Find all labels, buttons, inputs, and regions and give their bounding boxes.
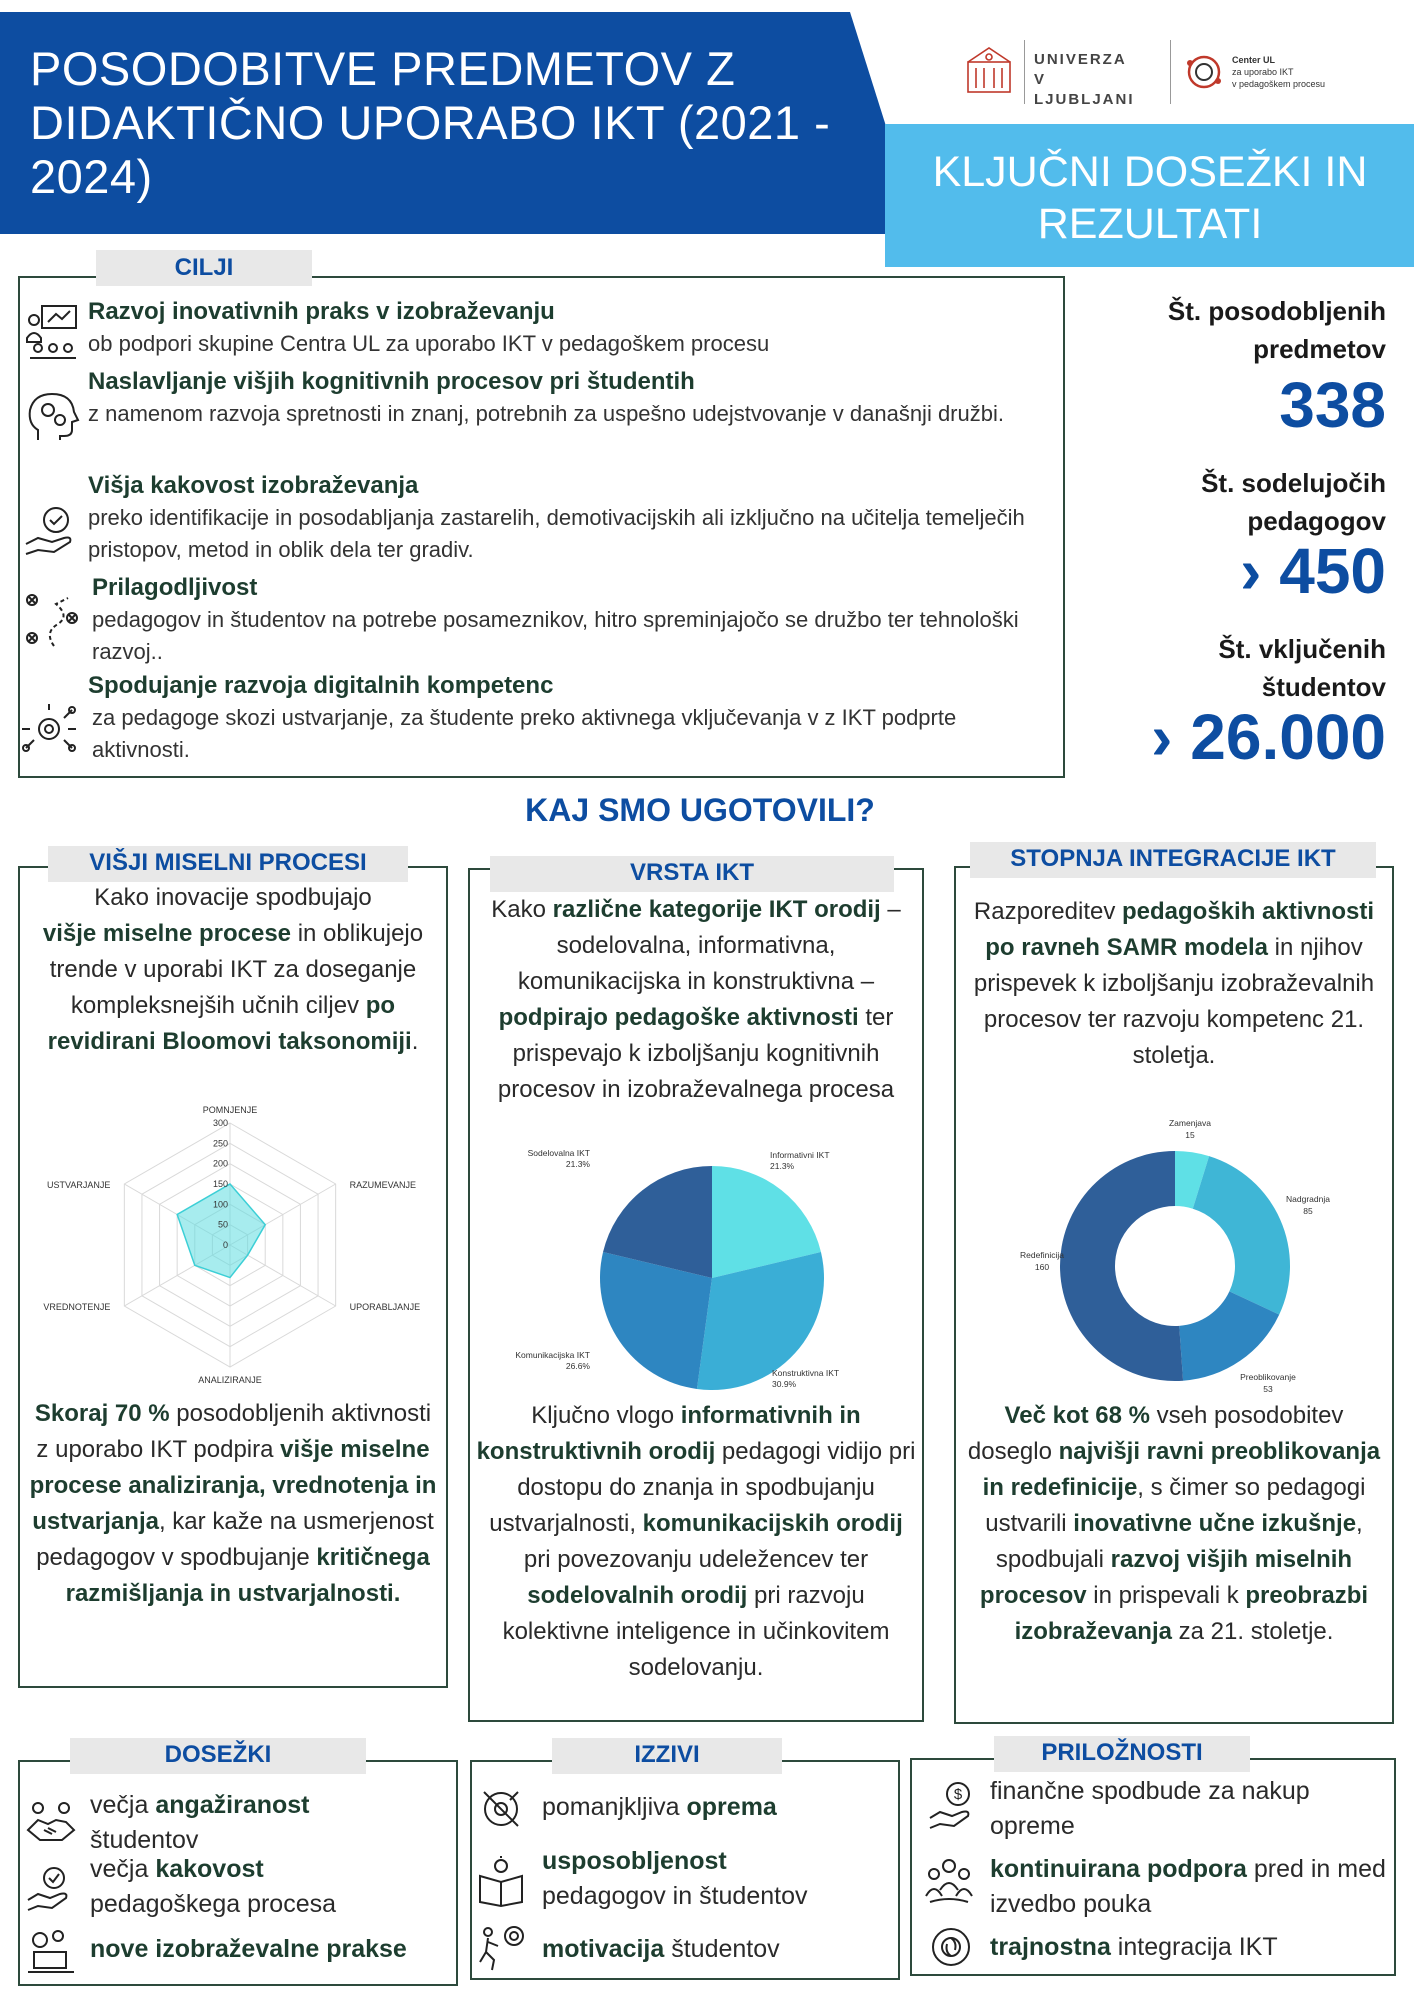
text-run: informativnih in konstruktivnih orodij xyxy=(476,1402,861,1465)
donut-category-label: Nadgradnja xyxy=(1286,1194,1330,1204)
opportunity-item xyxy=(990,1774,1390,1844)
text-run: pedagogi vidijo pri dostopu do znanja in spodbujanju ustvarjalnosti, xyxy=(489,1438,916,1537)
text-run: ter prispevajo k izboljšanju kognitivnih procesov in izobraževalnega procesa xyxy=(497,1004,895,1103)
radar-axis-label: USTVARJANJE xyxy=(47,1180,111,1190)
globe-icon xyxy=(1184,52,1224,92)
bloom-radar-chart xyxy=(40,1104,420,1394)
achievement-item xyxy=(90,1788,450,1858)
goal-title: Razvoj inovativnih praks v izobraževanju xyxy=(88,298,555,325)
text-run: integracija IKT xyxy=(1110,1933,1278,1961)
goal-description: z namenom razvoja spretnosti in znanj, potrebnih za uspešno udejstvovanje v današnji družbi. xyxy=(88,401,1004,426)
text-run: Skoraj 70 % xyxy=(34,1400,170,1427)
panel-outcome xyxy=(960,1398,1388,1650)
book-idea-icon xyxy=(476,1856,526,1906)
text-run: Kako xyxy=(491,896,553,923)
center-name-line2: za uporabo IKT xyxy=(1232,67,1294,77)
donut-category-label: Preoblikovanje xyxy=(1240,1372,1296,1382)
stat-label-line1: Št. vključenih xyxy=(1218,634,1386,664)
text-run: nove izobraževalne prakse xyxy=(90,1935,407,1963)
svg-text:$: $ xyxy=(953,1786,963,1803)
panel-outcome xyxy=(476,1398,916,1686)
chevron-right-icon: › xyxy=(1151,701,1173,773)
donut-segment xyxy=(1193,1156,1290,1314)
achievement-item xyxy=(90,1852,450,1922)
goal-item xyxy=(88,470,1048,566)
text-run: Razporeditev xyxy=(973,898,1122,925)
challenge-item xyxy=(542,1932,892,1967)
university-name-line1: UNIVERZA xyxy=(1034,51,1127,68)
radar-tick-label: 150 xyxy=(212,1179,228,1189)
challenges-label: IZZIVI xyxy=(552,1738,782,1774)
text-run: trajnostna xyxy=(990,1933,1111,1961)
ict-type-label: VRSTA IKT xyxy=(490,856,894,892)
radar-axis-label: VREDNOTENJE xyxy=(43,1302,111,1312)
pie-value-label: 21.3% xyxy=(565,1159,590,1169)
goal-title: Prilagodljivost xyxy=(92,574,258,601)
team-support-icon xyxy=(924,1856,974,1906)
pie-category-label: Komunikacijska IKT xyxy=(515,1350,590,1360)
quality-badge-hand-icon xyxy=(24,500,82,558)
stat-number: 338 xyxy=(1279,369,1386,441)
radar-tick-label: 100 xyxy=(212,1199,228,1210)
text-run: , kar kaže na usmerjenost pedagogov v spodbujanje xyxy=(36,1508,434,1571)
text-run: pedagoškega procesa xyxy=(90,1890,337,1918)
center-name-line1: Center UL xyxy=(1232,55,1276,65)
text-run: študentov xyxy=(664,1935,780,1963)
presentation-icon xyxy=(24,302,82,360)
radar-axis-label: ANALIZIRANJE xyxy=(198,1375,262,1385)
text-run: pedagogov in študentov xyxy=(542,1882,808,1910)
goal-title: Naslavljanje višjih kognitivnih procesov pri študentih xyxy=(88,368,695,395)
opportunity-item xyxy=(990,1852,1390,1922)
ict-type-pie-chart xyxy=(515,1146,890,1389)
donut-segment xyxy=(1060,1151,1183,1381)
text-run: usposobljenost xyxy=(542,1847,727,1875)
text-run: višje miselne procese xyxy=(42,920,292,947)
university-crest-icon xyxy=(962,42,1016,96)
text-run: kakovost xyxy=(155,1855,264,1883)
radar-axis-label: POMNJENJE xyxy=(202,1105,258,1115)
text-run: kontinuirana podpora xyxy=(990,1855,1247,1883)
text-run: različne kategorije IKT orodij xyxy=(552,896,881,923)
text-run: podpirajo pedagoške aktivnosti xyxy=(498,1004,859,1031)
radar-tick-label: 250 xyxy=(212,1138,228,1149)
text-run: študentov xyxy=(90,1826,199,1854)
opportunities-label: PRILOŽNOSTI xyxy=(994,1736,1250,1772)
stat-value xyxy=(1240,536,1386,606)
text-run: in njihov prispevek k izboljšanju izobraževalnih procesov ter razvoju kompetenc 21. stoletja. xyxy=(973,934,1375,1069)
stat-label-line2: predmetov xyxy=(1253,334,1386,364)
text-run: pri povezovanju udeležencev ter xyxy=(523,1546,869,1573)
text-run: pred in med izvedbo pouka xyxy=(990,1855,1386,1918)
logo-divider xyxy=(1170,40,1171,104)
text-run: posodobljenih aktivnosti z uporabo IKT podpira xyxy=(36,1400,432,1463)
radar-tick-label: 50 xyxy=(217,1219,228,1230)
stat-number: 26.000 xyxy=(1190,701,1386,773)
goal-title: Višja kakovost izobraževanja xyxy=(88,472,419,499)
tools-gear-icon xyxy=(476,1784,526,1834)
achievements-label: DOSEŽKI xyxy=(70,1738,366,1774)
text-run: Kako inovacije spodbujajo xyxy=(94,884,372,911)
text-run: kritičnega razmišljanja in ustvarjalnosti. xyxy=(65,1544,430,1607)
text-run: razvoj višjih miselnih procesov xyxy=(979,1546,1353,1609)
text-run: večja xyxy=(90,1791,156,1819)
stat-label-line2: študentov xyxy=(1261,672,1386,702)
goal-item xyxy=(88,296,1048,360)
text-run: pedagoških aktivnosti po ravneh SAMR modela xyxy=(985,898,1375,961)
text-run: , s čimer so pedagogi ustvarili xyxy=(985,1474,1366,1537)
panel-intro xyxy=(476,892,916,1108)
text-run: večja xyxy=(90,1855,156,1883)
text-run: inovativne učne izkušnje xyxy=(1073,1510,1357,1537)
text-run: za 21. stoletje. xyxy=(1171,1618,1334,1645)
goal-item xyxy=(88,366,1048,430)
text-run: vseh posodobitev doseglo xyxy=(967,1402,1344,1465)
stat-value xyxy=(1279,370,1386,440)
text-run: in prispevali k xyxy=(1086,1582,1246,1609)
goal-item xyxy=(92,572,1062,668)
radar-axis-label: RAZUMEVANJE xyxy=(349,1180,416,1190)
head-gears-icon xyxy=(24,388,82,446)
stat-value xyxy=(1151,702,1386,772)
goal-item xyxy=(88,670,1048,766)
university-name-line2: V LJUBLJANI xyxy=(1034,71,1135,108)
page-title: POSODOBITVE PREDMETOV Z DIDAKTIČNO UPORABO IKT (2021 - 2024) xyxy=(30,42,831,203)
samr-donut-chart xyxy=(990,1116,1360,1394)
pie-value-label: 21.3% xyxy=(770,1161,795,1171)
donut-category-label: Redefinicija xyxy=(1020,1250,1064,1260)
center-name-line3: v pedagoškem procesu xyxy=(1232,79,1326,89)
text-run: preobrazbi izobraževanja xyxy=(1014,1582,1369,1645)
logo-divider xyxy=(1024,40,1025,104)
text-run: in oblikujejo trende v uporabi IKT za doseganje kompleksnejših učnih ciljev xyxy=(49,920,424,1019)
radar-axis-label: UPORABLJANJE xyxy=(349,1302,421,1312)
pie-value-label: 26.6% xyxy=(565,1361,590,1371)
radar-series-area xyxy=(177,1184,265,1278)
achievement-item xyxy=(90,1932,460,1967)
text-run: po revidirani Bloomovi taksonomiji xyxy=(47,992,412,1055)
goal-title: Spodujanje razvoja digitalnih kompetenc xyxy=(88,672,554,699)
panel-intro xyxy=(964,894,1384,1074)
panel-outcome xyxy=(28,1396,438,1612)
text-run: sodelovalnih orodij xyxy=(527,1582,748,1609)
pie-category-label: Informativni IKT xyxy=(770,1150,830,1160)
text-run: . xyxy=(411,1028,419,1055)
donut-category-label: Zamenjava xyxy=(1168,1118,1212,1128)
text-run: – sodelovalna, informativna, komunikacijska in konstruktivna – xyxy=(517,896,901,995)
key-results-title: KLJUČNI DOSEŽKI IN REZULTATI xyxy=(932,148,1368,248)
pie-value-label: 30.9% xyxy=(772,1379,797,1389)
stat-number: 450 xyxy=(1279,535,1386,607)
handshake-icon xyxy=(26,1800,76,1850)
text-run: oprema xyxy=(686,1793,777,1821)
panel-intro xyxy=(30,880,436,1060)
donut-value-label: 85 xyxy=(1303,1206,1313,1216)
goal-description: pedagogov in študentov na potrebe posameznikov, hitro spreminjajočo se družbo ter tehnološki razvoj.. xyxy=(92,607,1019,664)
center-logo xyxy=(1170,38,1370,108)
pie-category-label: Sodelovalna IKT xyxy=(527,1148,590,1158)
ict-integration-label: STOPNJA INTEGRACIJE IKT xyxy=(970,842,1376,878)
text-run: angažiranost xyxy=(155,1791,310,1819)
text-run: najvišji ravni preoblikovanja in redefinicije xyxy=(982,1438,1381,1501)
network-gear-icon xyxy=(20,700,78,758)
goal-description: preko identifikacije in posodabljanja zastarelih, demotivacijskih ali izključno na učitelja temelječih pristopov, metod in oblik dela ter gradiv. xyxy=(88,505,1025,562)
findings-title: KAJ SMO UGOTOVILI? xyxy=(525,792,875,828)
chevron-right-icon: › xyxy=(1240,535,1262,607)
text-run: motivacija xyxy=(542,1935,665,1963)
radar-tick-label: 200 xyxy=(212,1158,228,1169)
text-run: pomanjkljiva xyxy=(542,1793,687,1821)
center-name xyxy=(1232,54,1372,90)
stat-label-line2: pedagogov xyxy=(1247,506,1386,536)
stat-label xyxy=(1201,464,1386,540)
quality-hand-icon xyxy=(26,1862,76,1912)
challenge-item xyxy=(542,1790,892,1825)
text-run: Ključno vlogo xyxy=(531,1402,681,1429)
text-run: , spodbujali xyxy=(995,1510,1363,1573)
text-run: finančne spodbude za nakup opreme xyxy=(990,1777,1310,1840)
pie-category-label: Konstruktivna IKT xyxy=(772,1368,840,1378)
stat-label-line1: Št. posodobljenih xyxy=(1167,296,1386,326)
dollar-hand-icon xyxy=(928,1780,978,1830)
text-run: pri razvoju kolektivne inteligence in učinkovitem sodelovanju. xyxy=(502,1582,890,1681)
stat-label xyxy=(1218,630,1386,706)
higher-thinking-label: VIŠJI MISELNI PROCESI xyxy=(48,846,408,882)
university-name xyxy=(1034,50,1142,110)
sustainable-gear-icon xyxy=(926,1922,976,1972)
university-logo xyxy=(962,38,1142,108)
radar-tick-label: 300 xyxy=(212,1118,228,1128)
opportunity-item xyxy=(990,1930,1390,1965)
donut-value-label: 53 xyxy=(1263,1384,1273,1394)
donut-value-label: 160 xyxy=(1034,1262,1050,1272)
text-run: komunikacijskih orodij xyxy=(642,1510,903,1537)
path-strategy-icon xyxy=(24,592,82,650)
runner-target-icon xyxy=(476,1924,526,1974)
radar-tick-label: 0 xyxy=(222,1240,228,1250)
goal-description: ob podpori skupine Centra UL za uporabo IKT v pedagoškem procesu xyxy=(88,331,770,356)
goal-description: za pedagoge skozi ustvarjanje, za študente preko aktivnega vključevanja v z IKT podprte aktivnosti. xyxy=(92,705,957,762)
text-run: Več kot 68 % xyxy=(1004,1402,1150,1429)
stat-label xyxy=(1168,292,1386,368)
text-run: višje miselne procese analiziranja, vrednotenja in ustvarjanja xyxy=(29,1436,437,1535)
stat-label-line1: Št. sodelujočih xyxy=(1201,468,1386,498)
challenge-item xyxy=(542,1844,892,1914)
gears-laptop-icon xyxy=(26,1926,76,1976)
donut-value-label: 15 xyxy=(1185,1130,1195,1140)
goals-label: CILJI xyxy=(96,250,312,286)
